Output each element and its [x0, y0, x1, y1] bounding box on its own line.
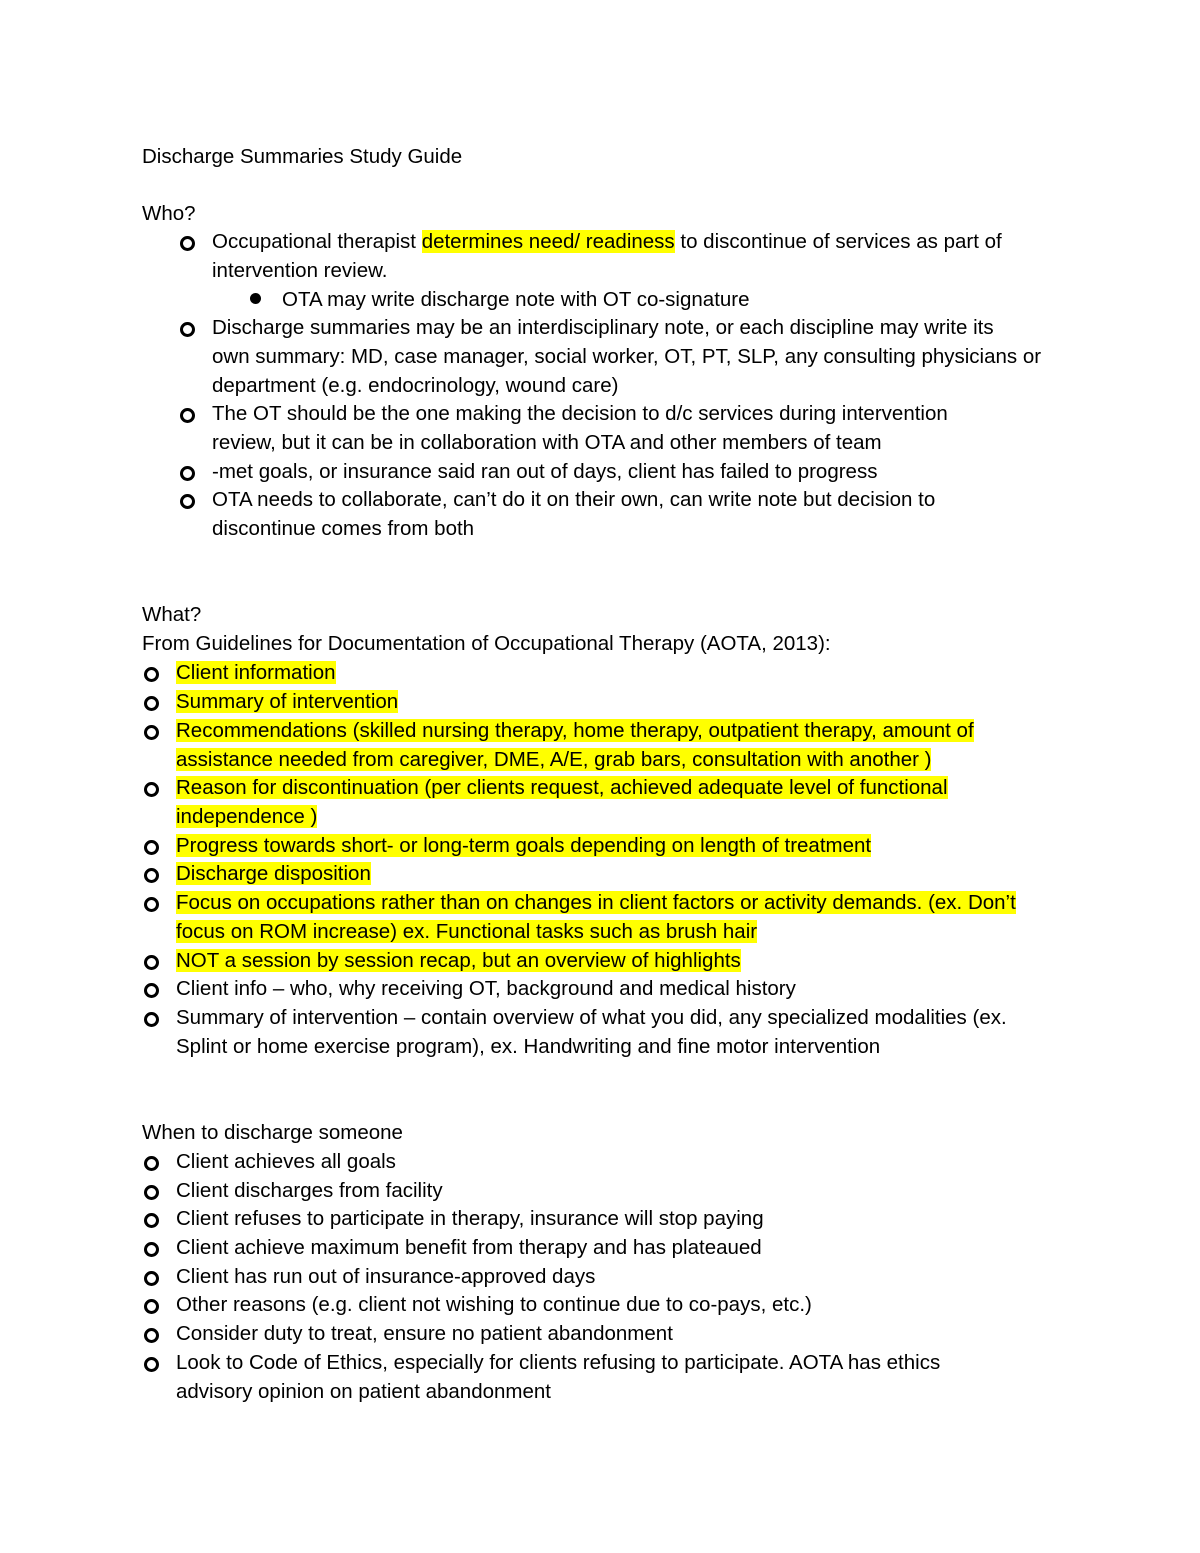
who-item-5-line-1: OTA needs to collaborate, can’t do it on their own, can write note but decision to: [212, 488, 936, 511]
hollow-circle-bullet-icon: [180, 494, 195, 509]
hollow-circle-bullet-icon: [144, 1185, 159, 1200]
hollow-circle-bullet-icon: [144, 1156, 159, 1171]
what-highlight-7-line-1: Focus on occupations rather than on changes in client factors or activity demands. (ex. Don’t: [176, 891, 1016, 914]
what-highlight-3-line-1: Recommendations (skilled nursing therapy, home therapy, outpatient therapy, amount of: [176, 719, 974, 742]
hollow-circle-bullet-icon: [144, 868, 159, 883]
who-item-3-line-1: The OT should be the one making the decision to d/c services during intervention: [212, 402, 948, 425]
what-highlight-3-line-2: assistance needed from caregiver, DME, A/E, grab bars, consultation with another ): [176, 748, 932, 771]
filled-circle-bullet-icon: [250, 293, 261, 304]
when-item-8-line-2: advisory opinion on patient abandonment: [176, 1380, 551, 1403]
when-item-7: Consider duty to treat, ensure no patient abandonment: [176, 1322, 673, 1345]
what-heading: What?: [142, 603, 202, 626]
hollow-circle-bullet-icon: [144, 1357, 159, 1372]
who-item-5-line-2: discontinue comes from both: [212, 517, 475, 540]
who-item-3-line-2: review, but it can be in collaboration with OTA and other members of team: [212, 431, 882, 454]
when-item-4: Client achieve maximum benefit from therapy and has plateaued: [176, 1236, 762, 1259]
hollow-circle-bullet-icon: [144, 897, 159, 912]
who-item-4: -met goals, or insurance said ran out of days, client has failed to progress: [212, 460, 878, 483]
hollow-circle-bullet-icon: [144, 983, 159, 998]
hollow-circle-bullet-icon: [180, 408, 195, 423]
when-item-1: Client achieves all goals: [176, 1150, 396, 1173]
who-item-2-line-3: department (e.g. endocrinology, wound care): [212, 374, 619, 397]
hollow-circle-bullet-icon: [144, 1012, 159, 1027]
when-heading: When to discharge someone: [142, 1121, 403, 1144]
who-item-2-line-2: own summary: MD, case manager, social worker, OT, PT, SLP, any consulting physicians or: [212, 345, 1042, 368]
what-highlight-4-line-2: independence ): [176, 805, 318, 828]
when-item-5: Client has run out of insurance-approved days: [176, 1265, 596, 1288]
when-item-8-line-1: Look to Code of Ethics, especially for clients refusing to participate. AOTA has ethics: [176, 1351, 941, 1374]
what-highlight-6: Discharge disposition: [176, 862, 371, 885]
hollow-circle-bullet-icon: [144, 725, 159, 740]
who-heading: Who?: [142, 202, 196, 225]
hollow-circle-bullet-icon: [144, 840, 159, 855]
what-item-2-line-2: Splint or home exercise program), ex. Handwriting and fine motor intervention: [176, 1035, 881, 1058]
hollow-circle-bullet-icon: [180, 236, 195, 251]
document-title: Discharge Summaries Study Guide: [142, 145, 463, 168]
when-item-6: Other reasons (e.g. client not wishing to continue due to co-pays, etc.): [176, 1293, 812, 1316]
what-highlight-7-line-2: focus on ROM increase) ex. Functional tasks such as brush hair: [176, 920, 758, 943]
what-highlight-5: Progress towards short- or long-term goals depending on length of treatment: [176, 834, 872, 857]
hollow-circle-bullet-icon: [144, 1328, 159, 1343]
hollow-circle-bullet-icon: [144, 1213, 159, 1228]
when-item-3: Client refuses to participate in therapy, insurance will stop paying: [176, 1207, 764, 1230]
who-item-1: Occupational therapist determines need/ readiness to discontinue of services as part of: [212, 230, 1002, 253]
hollow-circle-bullet-icon: [180, 466, 195, 481]
hollow-circle-bullet-icon: [144, 1299, 159, 1314]
what-source: From Guidelines for Documentation of Occupational Therapy (AOTA, 2013):: [142, 632, 831, 655]
hollow-circle-bullet-icon: [144, 1271, 159, 1286]
hollow-circle-bullet-icon: [144, 696, 159, 711]
what-highlight-2: Summary of intervention: [176, 690, 399, 713]
hollow-circle-bullet-icon: [144, 1242, 159, 1257]
hollow-circle-bullet-icon: [144, 782, 159, 797]
what-highlight-4-line-1: Reason for discontinuation (per clients request, achieved adequate level of functional: [176, 776, 948, 799]
when-item-2: Client discharges from facility: [176, 1179, 443, 1202]
who-subitem-1: OTA may write discharge note with OT co-signature: [282, 288, 750, 311]
hollow-circle-bullet-icon: [180, 322, 195, 337]
highlighted-text: determines need/ readiness: [421, 230, 675, 253]
who-item-1-cont: intervention review.: [212, 259, 388, 282]
hollow-circle-bullet-icon: [144, 955, 159, 970]
what-highlight-1: Client information: [176, 661, 336, 684]
who-item-2-line-1: Discharge summaries may be an interdisciplinary note, or each discipline may write its: [212, 316, 994, 339]
what-item-1: Client info – who, why receiving OT, background and medical history: [176, 977, 796, 1000]
what-item-2-line-1: Summary of intervention – contain overview of what you did, any specialized modalities (ex.: [176, 1006, 1007, 1029]
what-highlight-8: NOT a session by session recap, but an overview of highlights: [176, 949, 741, 972]
hollow-circle-bullet-icon: [144, 667, 159, 682]
